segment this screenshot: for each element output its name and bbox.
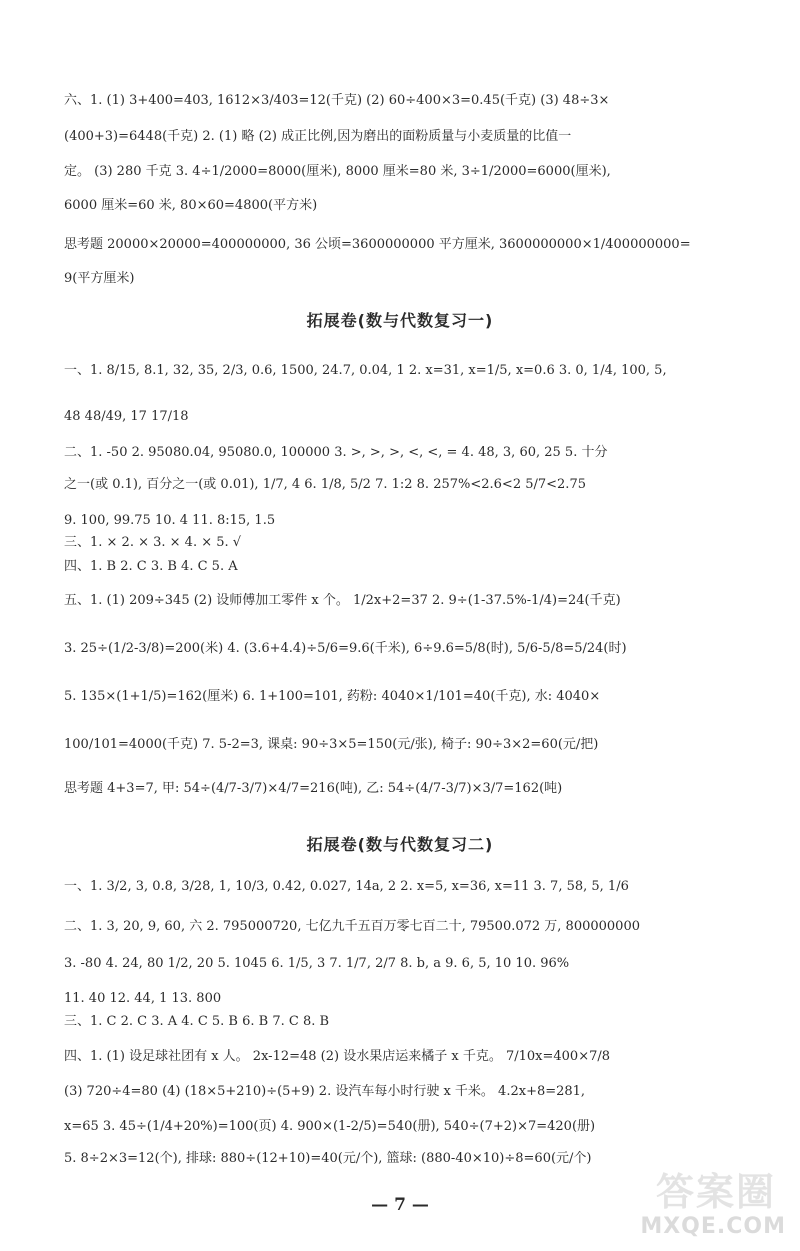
answer-line: 六、1. (1) 3+400=403, 1612×3/403=12(千克) (2) 60÷400×3=0.45(千克) (3) 48÷3× <box>64 93 610 108</box>
answer-line: 二、1. -50 2. 95080.04, 95080.0, 100000 3. >, >, >, <, <, = 4. 48, 3, 60, 25 5. 十分 <box>64 445 608 460</box>
answer-line: 定。 (3) 280 千克 3. 4÷1/2000=8000(厘米), 8000 厘米=80 米, 3÷1/2000=6000(厘米), <box>64 164 611 179</box>
answer-line: (400+3)=6448(千克) 2. (1) 略 (2) 成正比例,因为磨出的面粉质量与小麦质量的比值一 <box>64 129 572 144</box>
answer-line: 思考题 4+3=7, 甲: 54÷(4/7-3/7)×4/7=216(吨), 乙: 54÷(4/7-3/7)×3/7=162(吨) <box>64 781 563 796</box>
answer-line: 思考题 20000×20000=400000000, 36 公顷=3600000000 平方厘米, 3600000000×1/400000000= <box>64 237 691 252</box>
answer-line: 三、1. × 2. × 3. × 4. × 5. √ <box>64 535 242 550</box>
answer-line: x=65 3. 45÷(1/4+20%)=100(页) 4. 900×(1-2/5)=540(册), 540÷(7+2)×7=420(册) <box>64 1119 596 1134</box>
watermark-logo-text: 答案圈 <box>655 1170 776 1214</box>
answer-line: 三、1. C 2. C 3. A 4. C 5. B 6. B 7. C 8. B <box>64 1014 330 1029</box>
answer-line: 9. 100, 99.75 10. 4 11. 8:15, 1.5 <box>64 513 276 528</box>
answer-line: 四、1. (1) 设足球社团有 x 人。 2x-12=48 (2) 设水果店运来橘子 x 千克。 7/10x=400×7/8 <box>64 1049 611 1064</box>
answer-line: 五、1. (1) 209÷345 (2) 设师傅加工零件 x 个。 1/2x+2=37 2. 9÷(1-37.5%-1/4)=24(千克) <box>64 593 621 608</box>
answer-line: 3. 25÷(1/2-3/8)=200(米) 4. (3.6+4.4)÷5/6=9.6(千米), 6÷9.6=5/8(时), 5/6-5/8=5/24(时) <box>64 641 627 656</box>
watermark-site-text: MXQE.COM <box>640 1214 786 1239</box>
answer-line: 9(平方厘米) <box>64 271 135 286</box>
answer-line: 5. 135×(1+1/5)=162(厘米) 6. 1+100=101, 药粉: 4040×1/101=40(千克), 水: 4040× <box>64 689 601 704</box>
answer-line: 100/101=4000(千克) 7. 5-2=3, 课桌: 90÷3×5=150(元/张), 椅子: 90÷3×2=60(元/把) <box>64 737 599 752</box>
answer-line: 四、1. B 2. C 3. B 4. C 5. A <box>64 559 238 574</box>
answer-line: 5. 8÷2×3=12(个), 排球: 880÷(12+10)=40(元/个), 篮球: (880-40×10)÷8=60(元/个) <box>64 1151 592 1166</box>
page-number: — 7 — <box>371 1195 429 1215</box>
answer-line: 二、1. 3, 20, 9, 60, 六 2. 795000720, 七亿九千五百万零七百二十, 79500.072 万, 800000000 <box>64 919 640 934</box>
answer-line: 一、1. 8/15, 8.1, 32, 35, 2/3, 0.6, 1500, 24.7, 0.04, 1 2. x=31, x=1/5, x=0.6 3. 0, 1/4, 100, 5, <box>64 363 667 378</box>
answer-line: 48 48/49, 17 17/18 <box>64 409 189 424</box>
section-title-review-1: 拓展卷(数与代数复习一) <box>306 311 494 330</box>
answer-line: 11. 40 12. 44, 1 13. 800 <box>64 991 222 1006</box>
answer-line: 3. -80 4. 24, 80 1/2, 20 5. 1045 6. 1/5, 3 7. 1/7, 2/7 8. b, a 9. 6, 5, 10 10. 96% <box>64 956 570 971</box>
answer-line: 6000 厘米=60 米, 80×60=4800(平方米) <box>64 198 318 213</box>
watermark-logo <box>596 1161 786 1239</box>
answer-line: 之一(或 0.1), 百分之一(或 0.01), 1/7, 4 6. 1/8, 5/2 7. 1:2 8. 257%<2.6<2 5/7<2.75 <box>64 477 586 492</box>
answer-line: 一、1. 3/2, 3, 0.8, 3/28, 1, 10/3, 0.42, 0.027, 14a, 2 2. x=5, x=36, x=11 3. 7, 58, 5, 1/6 <box>64 879 629 894</box>
section-title-review-2: 拓展卷(数与代数复习二) <box>306 835 494 854</box>
answer-line: (3) 720÷4=80 (4) (18×5+210)÷(5+9) 2. 设汽车每小时行驶 x 千米。 4.2x+8=281, <box>64 1084 586 1099</box>
